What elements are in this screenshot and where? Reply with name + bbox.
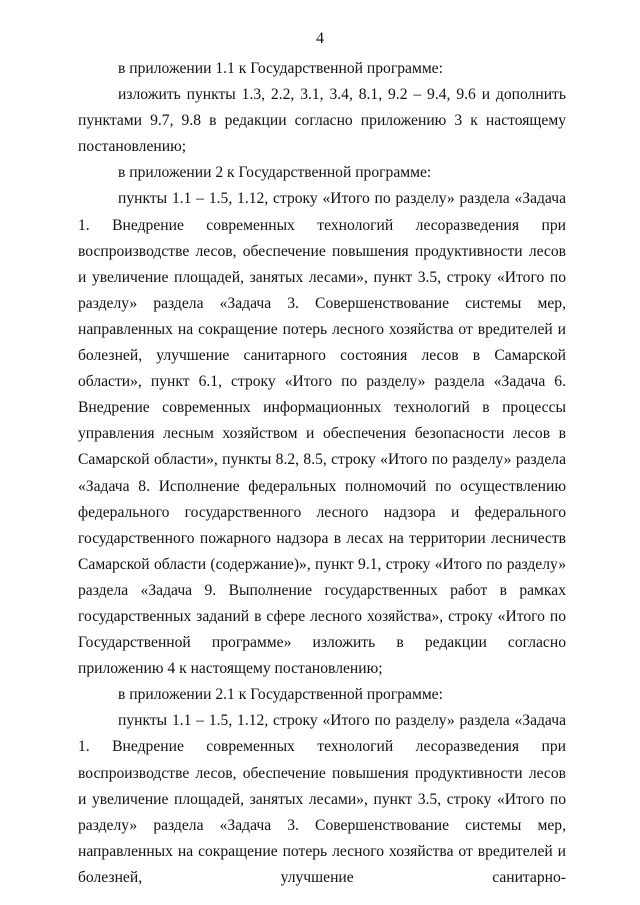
paragraph-items-appendix-2: пункты 1.1 – 1.5, 1.12, строку «Итого по разделу» раздела «Задача 1. Внедрение современных технологий лесоразведения при воспроизводстве лесов, обеспечение повышения продуктивности лесов и увеличение площадей, занятых лесами», пункт 3.5, строку «Итого по разделу» раздела «Задача 3. Совершенствование системы мер, направленных на сокращение потерь лесного хозяйства от вредителей и болезней, улучшение санитарного состояния лесов в Самарской области», пункт 6.1, строку «Итого по разделу» раздела «Задача 6. Внедрение современных информационных технологий в процессы управления лесным хозяйством и обеспечения безопасности лесов в Самарской области», пункты 8.2, 8.5, строку «Итого по разделу» раздела «Задача 8. Исполнение федеральных полномочий по осуществлению федерального государственного лесного надзора и федерального государственного пожарного надзора в лесах на территории лесничеств Самарской области (содержание)», пункт 9.1, строку «Итого по разделу» раздела «Задача 9. Выполнение государственных работ в рамках государственных заданий в сфере лесного хозяйства», строку «Итого по Государственной программе» изложить в редакции согласно приложению 4 к настоящему постановлению; <box>78 190 566 678</box>
paragraph-appendix-2: в приложении 2 к Государственной программе: <box>118 164 432 182</box>
paragraph-items-appendix-1-1: изложить пункты 1.3, 2.2, 3.1, 3.4, 8.1, 9.2 – 9.4, 9.6 и дополнить пунктами 9.7, 9.8 в редакции согласно приложению 3 к настоящему постановлению; <box>78 86 566 156</box>
paragraph-appendix-2-1: в приложении 2.1 к Государственной программе: <box>118 686 443 704</box>
page-number: 4 <box>316 30 324 47</box>
paragraph-appendix-1-1: в приложении 1.1 к Государственной программе: <box>118 60 443 77</box>
document-body <box>78 56 566 891</box>
paragraph-items-appendix-2-1: пункты 1.1 – 1.5, 1.12, строку «Итого по разделу» раздела «Задача 1. Внедрение современных технологий лесоразведения при воспроизводстве лесов, обеспечение повышения продуктивности лесов и увеличение площадей, занятых лесами», пункт 3.5, строку «Итого по разделу» раздела «Задача 3. Совершенствование системы мер, направленных на сокращение потерь лесного хозяйства от вредителей и болезней, улучшение санитарно- <box>78 712 566 886</box>
